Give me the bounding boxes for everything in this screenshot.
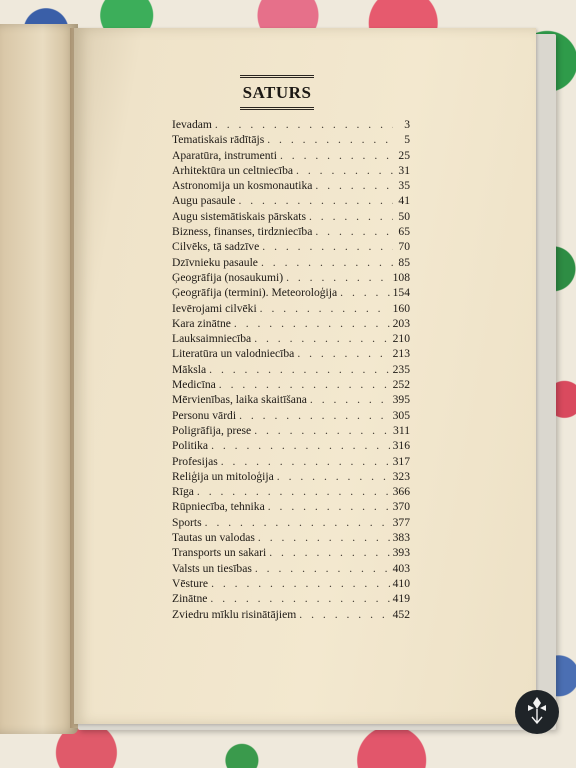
toc-entry-title: Zinātne bbox=[172, 592, 208, 606]
toc-leader-dots bbox=[210, 591, 389, 606]
toc-leader-dots bbox=[299, 607, 389, 622]
toc-entry-title: Zviedru mīklu risinātājiem bbox=[172, 607, 297, 621]
toc-entry bbox=[172, 408, 410, 423]
toc-entry bbox=[172, 193, 410, 208]
toc-entry-page: 70 bbox=[398, 240, 410, 254]
page-title: SATURS bbox=[242, 83, 312, 102]
toc-entry bbox=[172, 377, 410, 392]
toc-entry-page: 35 bbox=[398, 179, 410, 193]
toc-leader-dots bbox=[211, 576, 390, 591]
toc-leader-dots bbox=[238, 193, 393, 208]
toc-leader-dots bbox=[209, 362, 389, 377]
toc-entry bbox=[172, 469, 410, 484]
toc-entry-page: 452 bbox=[392, 607, 410, 621]
toc-leader-dots bbox=[315, 178, 393, 193]
toc-leader-dots bbox=[296, 163, 393, 178]
toc-leader-dots bbox=[255, 561, 390, 576]
toc-entry-page: 65 bbox=[398, 225, 410, 239]
toc-leader-dots bbox=[269, 545, 389, 560]
toc-entry-title: Augu sistemātiskais pārskats bbox=[172, 209, 306, 223]
left-page bbox=[0, 24, 78, 734]
toc-entry-title: Poligrāfija, prese bbox=[172, 423, 252, 437]
toc-entry bbox=[172, 454, 410, 469]
toc-entry bbox=[172, 224, 410, 239]
toc-entry-title: Ievadam bbox=[172, 118, 212, 131]
toc-entry bbox=[172, 362, 410, 377]
toc-entry bbox=[172, 545, 410, 560]
toc-entry bbox=[172, 270, 410, 285]
toc-entry-title: Tautas un valodas bbox=[172, 531, 255, 545]
toc-entry-page: 305 bbox=[392, 408, 410, 422]
toc-leader-dots bbox=[261, 255, 393, 270]
toc-entry bbox=[172, 285, 410, 300]
toc-leader-dots bbox=[197, 484, 390, 499]
toc-entry-title: Māksla bbox=[172, 362, 207, 376]
toc-entry-page: 419 bbox=[392, 592, 410, 606]
toc-entry-page: 311 bbox=[393, 423, 410, 437]
toc-entry bbox=[172, 209, 410, 224]
toc-entry bbox=[172, 484, 410, 499]
toc-entry-title: Arhitektūra un celtniecība bbox=[172, 163, 294, 177]
toc-entry bbox=[172, 561, 410, 576]
toc-entry-title: Rūpniecība, tehnika bbox=[172, 500, 265, 514]
watermark-logo bbox=[515, 690, 559, 734]
toc-entry-title: Tematiskais rādītājs bbox=[172, 133, 265, 147]
toc-entry-page: 203 bbox=[392, 316, 410, 330]
toc-entry-title: Sports bbox=[172, 515, 202, 529]
toc-entry-title: Dzīvnieku pasaule bbox=[172, 255, 258, 269]
toc-entry bbox=[172, 239, 410, 254]
flower-logo-icon bbox=[524, 695, 550, 730]
toc-entry bbox=[172, 499, 410, 514]
toc-entry bbox=[172, 148, 410, 163]
toc-leader-dots bbox=[286, 270, 390, 285]
toc-leader-dots bbox=[239, 408, 390, 423]
toc-entry-title: Augu pasaule bbox=[172, 194, 236, 208]
toc-entry-page: 377 bbox=[392, 515, 410, 529]
toc-leader-dots bbox=[211, 438, 390, 453]
toc-leader-dots bbox=[280, 148, 393, 163]
toc-leader-dots bbox=[310, 392, 390, 407]
toc-entry-page: 316 bbox=[392, 439, 410, 453]
toc-entry bbox=[172, 132, 410, 147]
toc-entry bbox=[172, 576, 410, 591]
toc-leader-dots bbox=[205, 515, 390, 530]
toc-entry bbox=[172, 331, 410, 346]
table-of-contents bbox=[172, 117, 410, 622]
title-rule-bottom-2 bbox=[240, 109, 314, 110]
toc-entry-title: Personu vārdi bbox=[172, 408, 237, 422]
toc-entry-title: Mērvienības, laika skaitīšana bbox=[172, 393, 307, 407]
toc-leader-dots bbox=[262, 239, 393, 254]
toc-entry-page: 410 bbox=[392, 576, 410, 590]
toc-leader-dots bbox=[215, 117, 393, 132]
toc-entry-title: Ģeogrāfija (termini). Meteoroloģija bbox=[172, 286, 338, 300]
contents-heading bbox=[240, 74, 314, 111]
toc-entry-title: Aparatūra, instrumenti bbox=[172, 148, 277, 162]
toc-leader-dots bbox=[309, 209, 393, 224]
toc-entry-page: 393 bbox=[392, 546, 410, 560]
toc-entry-title: Bizness, finanses, tirdzniecība bbox=[172, 225, 313, 239]
toc-leader-dots bbox=[221, 454, 390, 469]
toc-entry bbox=[172, 392, 410, 407]
title-rule-top-2 bbox=[240, 77, 314, 78]
toc-entry bbox=[172, 346, 410, 361]
toc-entry-page: 31 bbox=[398, 163, 410, 177]
toc-entry-title: Lauksaimniecība bbox=[172, 332, 252, 346]
toc-entry bbox=[172, 163, 410, 178]
toc-leader-dots bbox=[340, 285, 389, 300]
toc-entry bbox=[172, 301, 410, 316]
toc-entry-title: Vēsture bbox=[172, 576, 209, 590]
toc-entry-page: 213 bbox=[392, 347, 410, 361]
title-rule-top bbox=[240, 75, 314, 76]
toc-entry-page: 403 bbox=[392, 561, 410, 575]
toc-leader-dots bbox=[234, 316, 390, 331]
toc-entry-title: Rīga bbox=[172, 485, 194, 499]
toc-entry-title: Reliģija un mitoloģija bbox=[172, 469, 274, 483]
toc-entry-title: Ģeogrāfija (nosaukumi) bbox=[172, 270, 284, 284]
toc-entry-page: 383 bbox=[392, 531, 410, 545]
toc-entry bbox=[172, 117, 410, 132]
toc-entry-page: 160 bbox=[392, 301, 410, 315]
toc-leader-dots bbox=[277, 469, 390, 484]
toc-entry-page: 235 bbox=[392, 362, 410, 376]
toc-leader-dots bbox=[260, 301, 390, 316]
toc-entry-page: 317 bbox=[392, 454, 410, 468]
toc-entry-page: 252 bbox=[392, 378, 410, 392]
toc-entry bbox=[172, 423, 410, 438]
toc-entry-page: 85 bbox=[398, 255, 410, 269]
toc-entry-title: Cilvēks, tā sadzīve bbox=[172, 240, 260, 254]
toc-entry-title: Medicīna bbox=[172, 378, 216, 392]
toc-entry-page: 154 bbox=[392, 286, 410, 300]
toc-entry bbox=[172, 515, 410, 530]
toc-entry-title: Profesijas bbox=[172, 454, 218, 468]
toc-leader-dots bbox=[254, 423, 390, 438]
toc-entry-title: Literatūra un valodniecība bbox=[172, 347, 295, 361]
toc-entry bbox=[172, 438, 410, 453]
toc-entry-page: 25 bbox=[398, 148, 410, 162]
toc-leader-dots bbox=[297, 346, 389, 361]
toc-entry bbox=[172, 316, 410, 331]
toc-entry-page: 3 bbox=[404, 118, 410, 131]
toc-leader-dots bbox=[315, 224, 393, 239]
toc-leader-dots bbox=[254, 331, 389, 346]
toc-entry bbox=[172, 607, 410, 622]
toc-leader-dots bbox=[258, 530, 390, 545]
toc-entry bbox=[172, 178, 410, 193]
toc-entry-page: 370 bbox=[392, 500, 410, 514]
toc-entry bbox=[172, 591, 410, 606]
toc-entry-title: Valsts un tiesības bbox=[172, 561, 252, 575]
toc-entry-page: 108 bbox=[392, 270, 410, 284]
title-rule-bottom bbox=[240, 107, 314, 108]
toc-entry-title: Politika bbox=[172, 439, 209, 453]
toc-entry-title: Ievērojami cilvēki bbox=[172, 301, 257, 315]
toc-entry-page: 50 bbox=[398, 209, 410, 223]
toc-entry-page: 366 bbox=[392, 485, 410, 499]
toc-entry-page: 395 bbox=[392, 393, 410, 407]
toc-entry bbox=[172, 530, 410, 545]
toc-leader-dots bbox=[268, 499, 390, 514]
toc-entry-page: 323 bbox=[392, 469, 410, 483]
toc-leader-dots bbox=[267, 132, 393, 147]
toc-entry-title: Transports un sakari bbox=[172, 546, 267, 560]
toc-entry-title: Kara zinātne bbox=[172, 316, 231, 330]
toc-entry-title: Astronomija un kosmonautika bbox=[172, 179, 313, 193]
toc-entry-page: 41 bbox=[398, 194, 410, 208]
toc-entry-page: 210 bbox=[392, 332, 410, 346]
toc-leader-dots bbox=[219, 377, 390, 392]
toc-entry-page: 5 bbox=[404, 133, 410, 147]
toc-entry bbox=[172, 255, 410, 270]
